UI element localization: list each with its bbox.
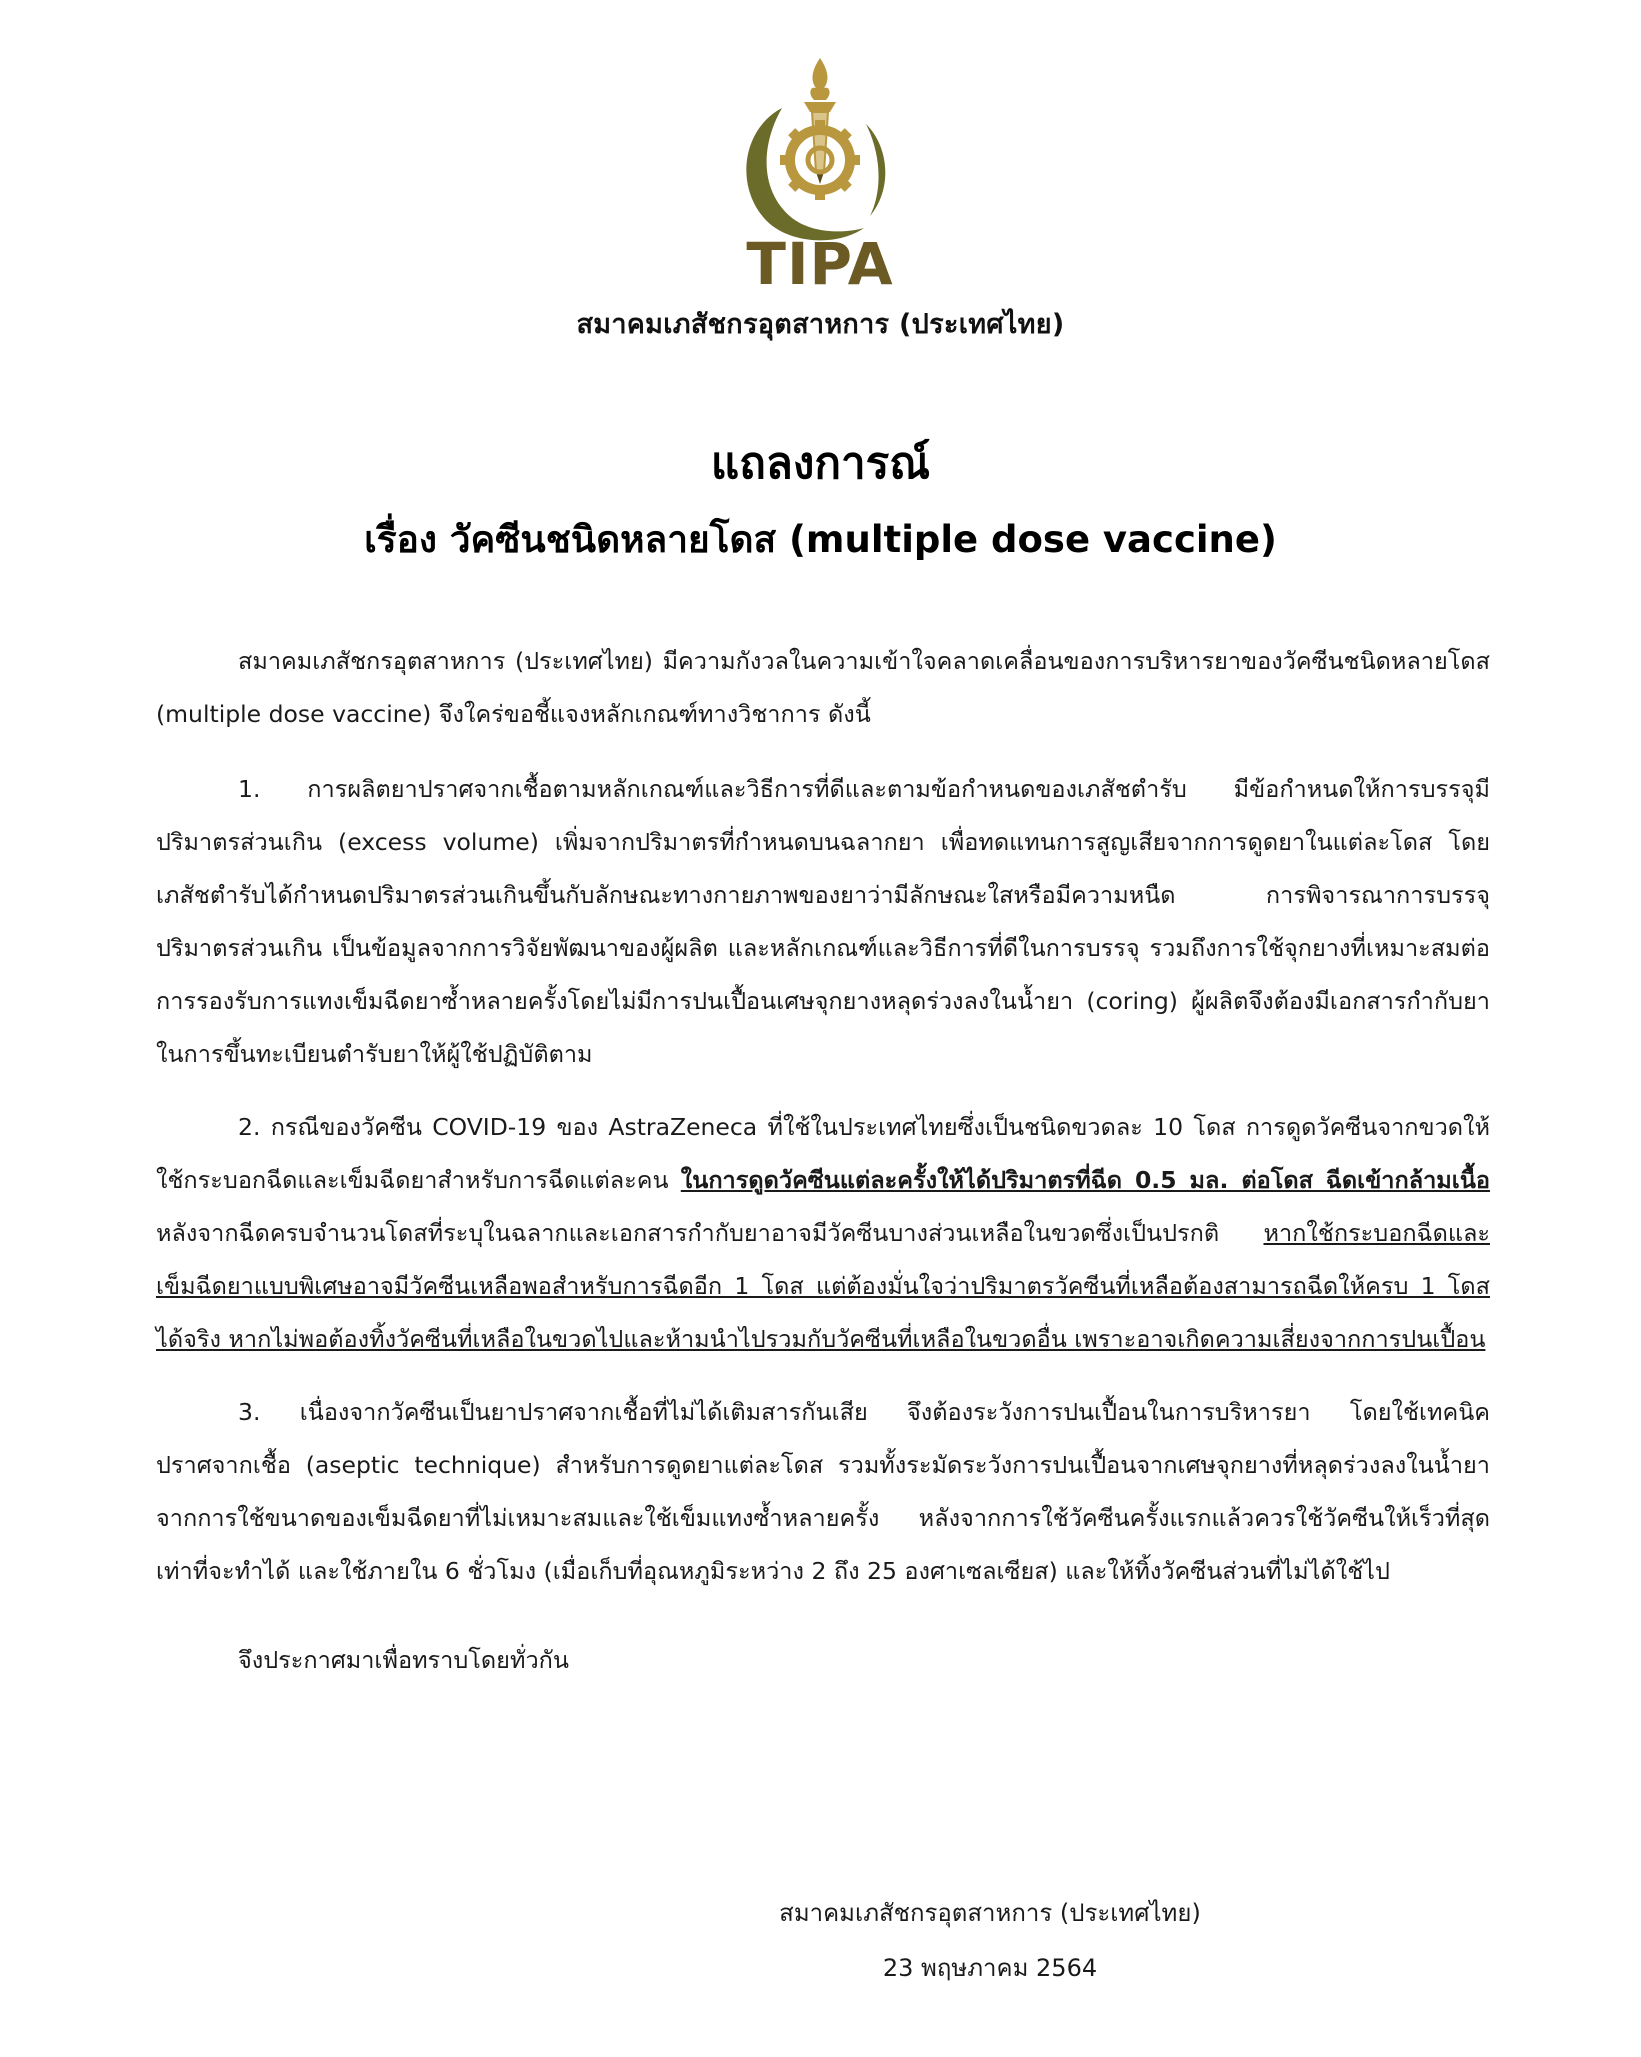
closing-statement: จึงประกาศมาเพื่อทราบโดยทั่วกัน	[238, 1646, 569, 1674]
tipa-logo	[720, 52, 920, 297]
paragraph-2-middle: หลังจากฉีดครบจำนวนโดสที่ระบุในฉลากและเอกสารกำกับยาอาจมีวัคซีนบางส่วนเหลือในขวดซึ่งเป็นปรกติ	[156, 1219, 1264, 1247]
statement-body	[156, 635, 1490, 1707]
paragraph-2-intro: 2. กรณีของวัคซีน COVID-19 ของ AstraZeneca ที่ใช้ในประเทศไทยซึ่งเป็นชนิดขวดละ 10 โดส การดูดวัคซีนจากขวดให้ใช้กระบอกฉีดและเข็มฉีดยาสำหรับการฉีดแต่ละคน	[156, 1113, 1490, 1194]
paragraph-2-emphasis: ในการดูดวัคซีนแต่ละครั้งให้ได้ปริมาตรที่ฉีด 0.5 มล. ต่อโดส ฉีดเข้ากล้ามเนื้อ	[680, 1166, 1491, 1194]
svg-text:TIPA: TIPA	[746, 230, 894, 297]
paragraph-1: 1. การผลิตยาปราศจากเชื้อตามหลักเกณฑ์และวิธีการที่ดีและตามข้อกำหนดของเภสัชตำรับ มีข้อกำหนดให้การบรรจุมีปริมาตรส่วนเกิน (excess volume) เพิ่มจากปริมาตรที่กำหนดบนฉลากยา เพื่อทดแทนการสูญเสียจากการดูดยาในแต่ละโดส โดยเภสัชตำรับได้กำหนดปริมาตรส่วนเกินขึ้นกับลักษณะทางกายภาพของยาว่ามีลักษณะใสหรือมีความหนืด การพิจารณาการบรรจุปริมาตรส่วนเกิน เป็นข้อมูลจากการวิจัยพัฒนาของผู้ผลิต และหลักเกณฑ์และวิธีการที่ดีในการบรรจุ รวมถึงการใช้จุกยางที่เหมาะสมต่อการรองรับการแทงเข็มฉีดยาซ้ำหลายครั้งโดยไม่มีการปนเปื้อนเศษจุกยางหลุดร่วงลงในน้ำยา (coring) ผู้ผลิตจึงต้องมีเอกสารกำกับยาในการขึ้นทะเบียนตำรับยาให้ผู้ใช้ปฏิบัติตาม	[156, 775, 1490, 1068]
paragraph-2	[156, 1101, 1490, 1366]
signature-organization: สมาคมเภสัชกรอุตสาหการ (ประเทศไทย)	[779, 1899, 1201, 1927]
intro-paragraph: สมาคมเภสัชกรอุตสาหการ (ประเทศไทย) มีความกังวลในความเข้าใจคลาดเคลื่อนของการบริหารยาของวัคซีนชนิดหลายโดส (multiple dose vaccine) จึงใคร่ขอชี้แจงหลักเกณฑ์ทางวิชาการ ดังนี้	[156, 647, 1490, 728]
signature-date: 23 พฤษภาคม 2564	[882, 1954, 1098, 1982]
paragraph-2-warning: หากใช้กระบอกฉีดและเข็มฉีดยาแบบพิเศษอาจมีวัคซีนเหลือพอสำหรับการฉีดอีก 1 โดส แต่ต้องมั่นใจว่าปริมาตรวัคซีนที่เหลือต้องสามารถฉีดให้ครบ 1 โดสได้จริง หากไม่พอต้องทิ้งวัคซีนที่เหลือในขวดไปและห้ามนำไปรวมกับวัคซีนที่เหลือในขวดอื่น เพราะอาจเกิดความเสี่ยงจากการปนเปื้อน	[156, 1219, 1490, 1353]
organization-header: สมาคมเภสัชกรอุตสาหการ (ประเทศไทย)	[576, 309, 1065, 340]
tipa-emblem-icon	[720, 52, 920, 297]
document-title: แถลงการณ์	[710, 438, 931, 489]
paragraph-3: 3. เนื่องจากวัคซีนเป็นยาปราศจากเชื้อที่ไม่ได้เติมสารกันเสีย จึงต้องระวังการปนเปื้อนในการบริหารยา โดยใช้เทคนิคปราศจากเชื้อ (aseptic technique) สำหรับการดูดยาแต่ละโดส รวมทั้งระมัดระวังการปนเปื้อนจากเศษจุกยางที่หลุดร่วงลงในน้ำยาจากการใช้ขนาดของเข็มฉีดยาที่ไม่เหมาะสมและใช้เข็มแทงซ้ำหลายครั้ง หลังจากการใช้วัคซีนครั้งแรกแล้วควรใช้วัคซีนให้เร็วที่สุดเท่าที่จะทำได้ และใช้ภายใน 6 ชั่วโมง (เมื่อเก็บที่อุณหภูมิระหว่าง 2 ถึง 25 องศาเซลเซียส) และให้ทิ้งวัคซีนส่วนที่ไม่ได้ใช้ไป	[156, 1398, 1490, 1585]
document-subject: เรื่อง วัคซีนชนิดหลายโดส (multiple dose vaccine)	[364, 518, 1277, 561]
